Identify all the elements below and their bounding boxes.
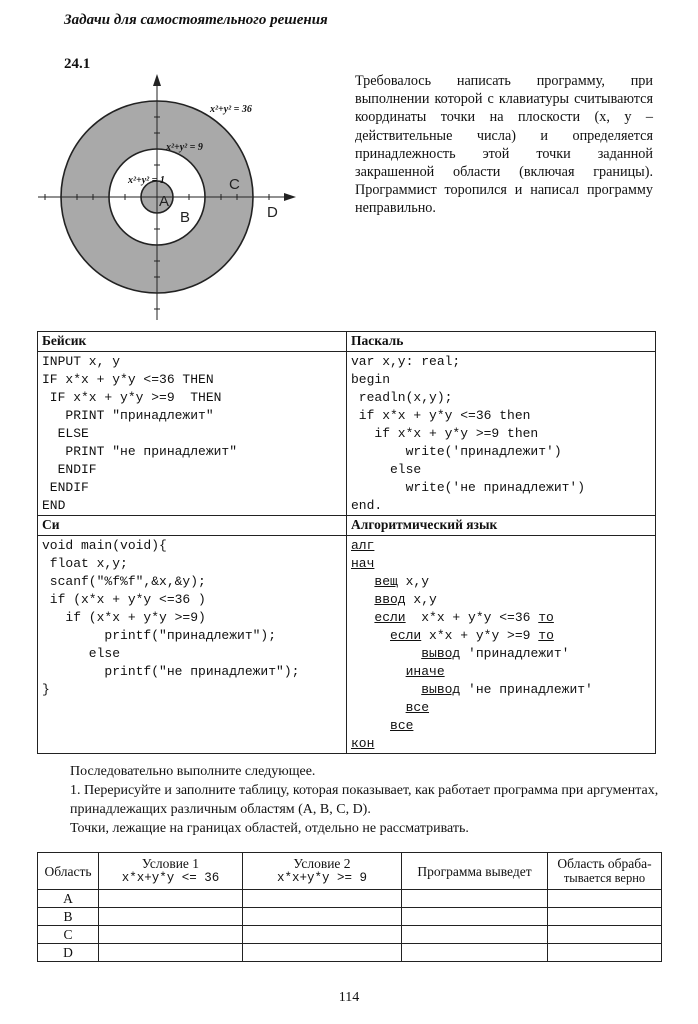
label-middle-circle: x²+y² = 9 (166, 142, 203, 153)
task-number: 24.1 (64, 56, 91, 72)
page-number: 114 (338, 990, 360, 1005)
section-title: Задачи для самостоятельного решения (64, 12, 328, 28)
col-output: Программа выведет (402, 853, 548, 890)
region-label-b: B (180, 209, 191, 226)
instruction-line-1: Последовательно выполните следующее. (70, 764, 316, 779)
algo-code-cell (347, 536, 656, 754)
col-correct (548, 853, 662, 890)
basic-code: INPUT x, y IF x*x + y*y <=36 THEN IF x*x + y*y >=9 THEN PRINT "принадлежит" ELSE PRINT "не принадлежит" ENDIF ENDIF END (42, 354, 238, 513)
cell (402, 908, 548, 926)
label-outer-circle: x²+y² = 36 (210, 104, 252, 115)
pascal-code: var x,y: real; begin readln(x,y); if x*x + y*y <=36 then if x*x + y*y >=9 then write('принадлежит') else write('не принадлежит') end. (351, 354, 586, 513)
table-row (38, 926, 662, 944)
cell (402, 890, 548, 908)
x-axis-arrow-icon (284, 193, 296, 201)
row-label: C (38, 926, 99, 944)
correct-line-2: тывается верно (563, 871, 646, 885)
y-axis-arrow-icon (153, 74, 161, 86)
region-diagram (30, 62, 340, 322)
basic-header: Бейсик (38, 332, 347, 352)
table-row (38, 890, 662, 908)
table-row (38, 908, 662, 926)
instruction-line-2: 1. Перерисуйте и заполните таблицу, которая показывает, как работает программа при аргументах, принадлежащих различным областям (A, B, C, D). (70, 783, 659, 817)
row-label: B (38, 908, 99, 926)
cell (99, 926, 243, 944)
algo-code: алг нач вещ x,y ввод x,y если x*x + y*y <=36 то если x*x + y*y >=9 то вывод 'принадлежит' иначе вывод 'не принадлежит' все все кон (351, 538, 593, 751)
pascal-header: Паскаль (347, 332, 656, 352)
condition-1-expr: x*x+y*y <= 36 (121, 871, 220, 885)
condition-1-title: Условие 1 (141, 856, 200, 871)
table-row (38, 944, 662, 962)
answer-table (37, 852, 662, 962)
instructions (70, 762, 660, 838)
cell (548, 890, 662, 908)
col-region: Область (38, 853, 99, 890)
row-label: D (38, 944, 99, 962)
correct-line-1: Область обраба- (557, 856, 652, 871)
condition-2-title: Условие 2 (293, 856, 351, 871)
cell (402, 944, 548, 962)
code-table (37, 331, 656, 754)
cell (243, 908, 402, 926)
algo-header: Алгоритмический язык (347, 516, 656, 536)
c-code: void main(void){ float x,y; scanf("%f%f",&x,&y); if (x*x + y*y <=36 ) if (x*x + y*y >=9) printf("принадлежит"); else printf("не принадлежит"); } (42, 538, 300, 697)
col-condition-1 (99, 853, 243, 890)
cell (243, 944, 402, 962)
cell (243, 890, 402, 908)
cell (99, 890, 243, 908)
pascal-code-cell (347, 352, 656, 516)
cell (548, 944, 662, 962)
cell (402, 926, 548, 944)
cell (548, 908, 662, 926)
region-label-a: A (159, 193, 170, 210)
label-inner-circle: x²+y² = 1 (128, 175, 165, 186)
region-label-c: C (229, 176, 240, 193)
instruction-line-3: Точки, лежащие на границах областей, отдельно не рассматривать. (70, 821, 469, 836)
c-header: Си (38, 516, 347, 536)
c-code-cell (38, 536, 347, 754)
cell (548, 926, 662, 944)
col-condition-2 (243, 853, 402, 890)
basic-code-cell (38, 352, 347, 516)
row-label: A (38, 890, 99, 908)
condition-2-expr: x*x+y*y >= 9 (276, 871, 367, 885)
problem-text: Требовалось написать программу, при выполнении которой с клавиатуры считываются координаты точки на плоскости (x, y – действительные числа) и определяется принадлежность этой точки заданной закрашенной области (включая границы). Программист торопился и написал программу неправильно. (355, 73, 653, 217)
cell (99, 944, 243, 962)
problem-statement (355, 72, 653, 218)
cell (99, 908, 243, 926)
cell (243, 926, 402, 944)
region-label-d: D (267, 204, 278, 221)
